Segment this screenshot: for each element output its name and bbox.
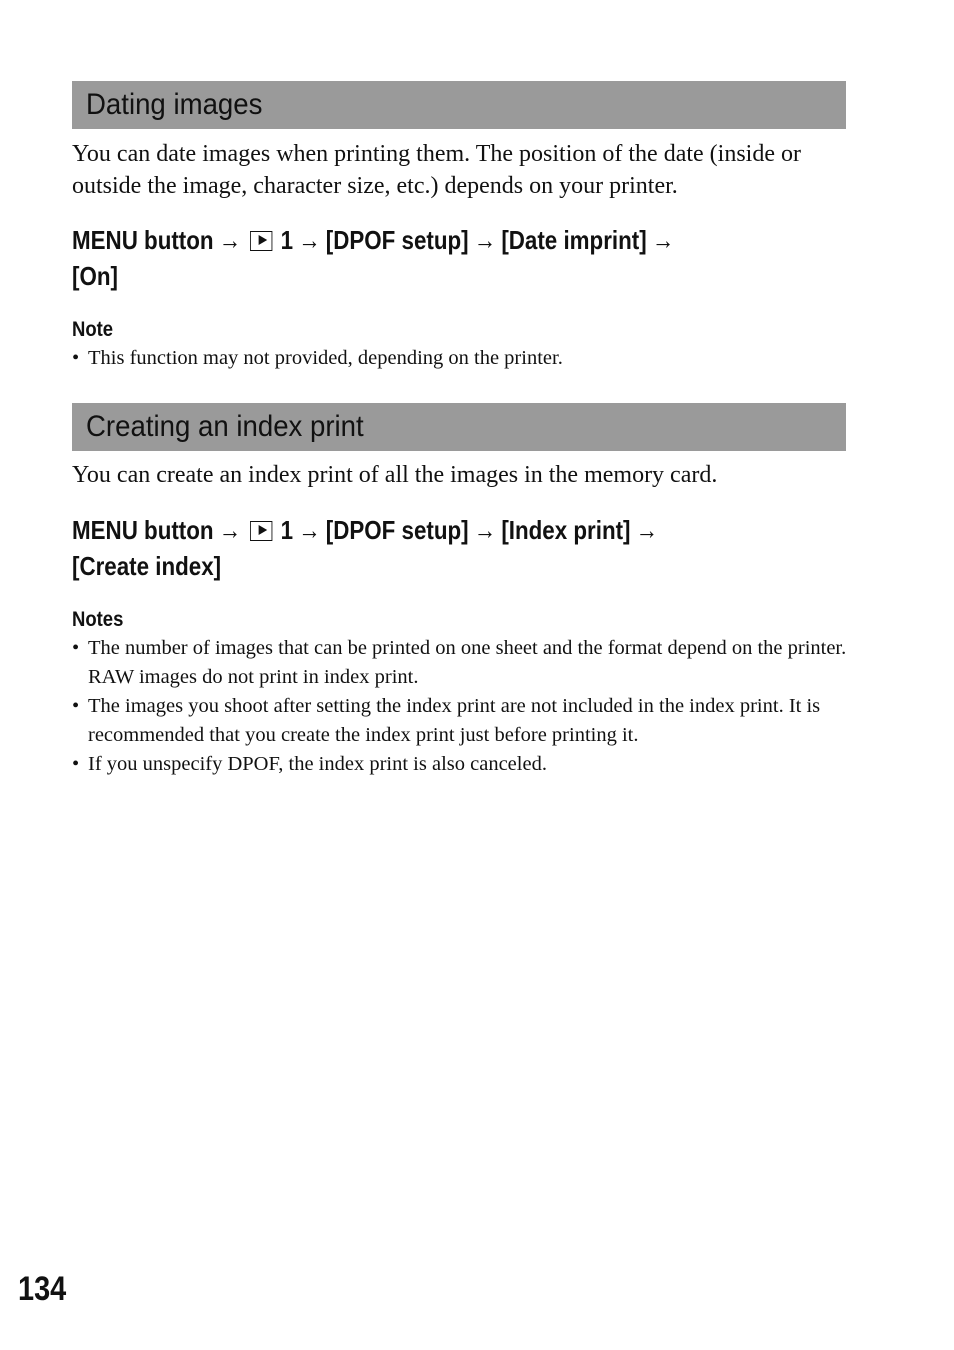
page-number (18, 1270, 75, 1309)
arrow-icon: → (298, 515, 321, 545)
arrow-icon: → (218, 225, 242, 255)
menu-button-label: MENU button (72, 515, 214, 545)
arrow-icon: → (473, 515, 497, 545)
arrow-icon: → (651, 225, 675, 255)
menu-path-line-2 (72, 548, 221, 584)
list-item (72, 634, 852, 692)
menu-path-line-1 (72, 512, 663, 548)
menu-path-line-1 (72, 222, 679, 258)
list-item (72, 692, 852, 750)
menu-step-dpof-setup: [DPOF setup] (325, 515, 469, 545)
menu-path (72, 512, 852, 584)
page-number-text: 134 (18, 1270, 67, 1308)
menu-step-create-index: [Create index] (72, 551, 222, 581)
arrow-icon: → (635, 515, 659, 545)
section-heading-dating-images (72, 81, 846, 129)
note-text: This function may not provided, depending on the printer. (88, 347, 563, 369)
bullet: • (72, 753, 80, 775)
list-item (72, 344, 852, 373)
menu-tab-number: 1 (280, 225, 294, 255)
note-title (72, 318, 119, 342)
arrow-icon: → (298, 225, 321, 255)
notes-title (72, 608, 130, 632)
body-paragraph: You can create an index print of all the images in the memory card. (72, 462, 718, 488)
arrow-icon: → (218, 515, 242, 545)
menu-step-on: [On] (72, 261, 118, 291)
menu-path-line-2 (72, 258, 118, 294)
note-list (72, 634, 852, 779)
note-text: The images you shoot after setting the index print are not included in the index print. It is recommended that you create the index print just before printing it. (88, 695, 821, 746)
menu-button-label: MENU button (72, 225, 214, 255)
note-text: If you unspecify DPOF, the index print is also canceled. (88, 753, 547, 775)
section-heading-text: Dating images (86, 88, 263, 121)
notes-title-text: Notes (72, 608, 124, 631)
playback-icon (250, 521, 272, 541)
body-paragraph: You can date images when printing them. The position of the date (inside or outside the image, character size, etc.) depends on your printer. (72, 141, 801, 199)
menu-path (72, 222, 852, 294)
playback-icon (250, 231, 272, 251)
menu-step-date-imprint: [Date imprint] (501, 225, 647, 255)
note-list (72, 344, 852, 373)
section-heading-creating-index-print (72, 403, 846, 451)
menu-step-index-print: [Index print] (501, 515, 631, 545)
menu-tab-number: 1 (280, 515, 294, 545)
list-item (72, 750, 852, 779)
note-title-text: Note (72, 318, 114, 341)
arrow-icon: → (473, 225, 497, 255)
note-text: The number of images that can be printed on one sheet and the format depend on the printer. RAW images do not print in index print. (88, 637, 847, 688)
section-heading-text: Creating an index print (86, 410, 364, 443)
menu-step-dpof-setup: [DPOF setup] (325, 225, 469, 255)
bullet: • (72, 347, 80, 369)
bullet: • (72, 637, 80, 659)
bullet: • (72, 695, 80, 717)
